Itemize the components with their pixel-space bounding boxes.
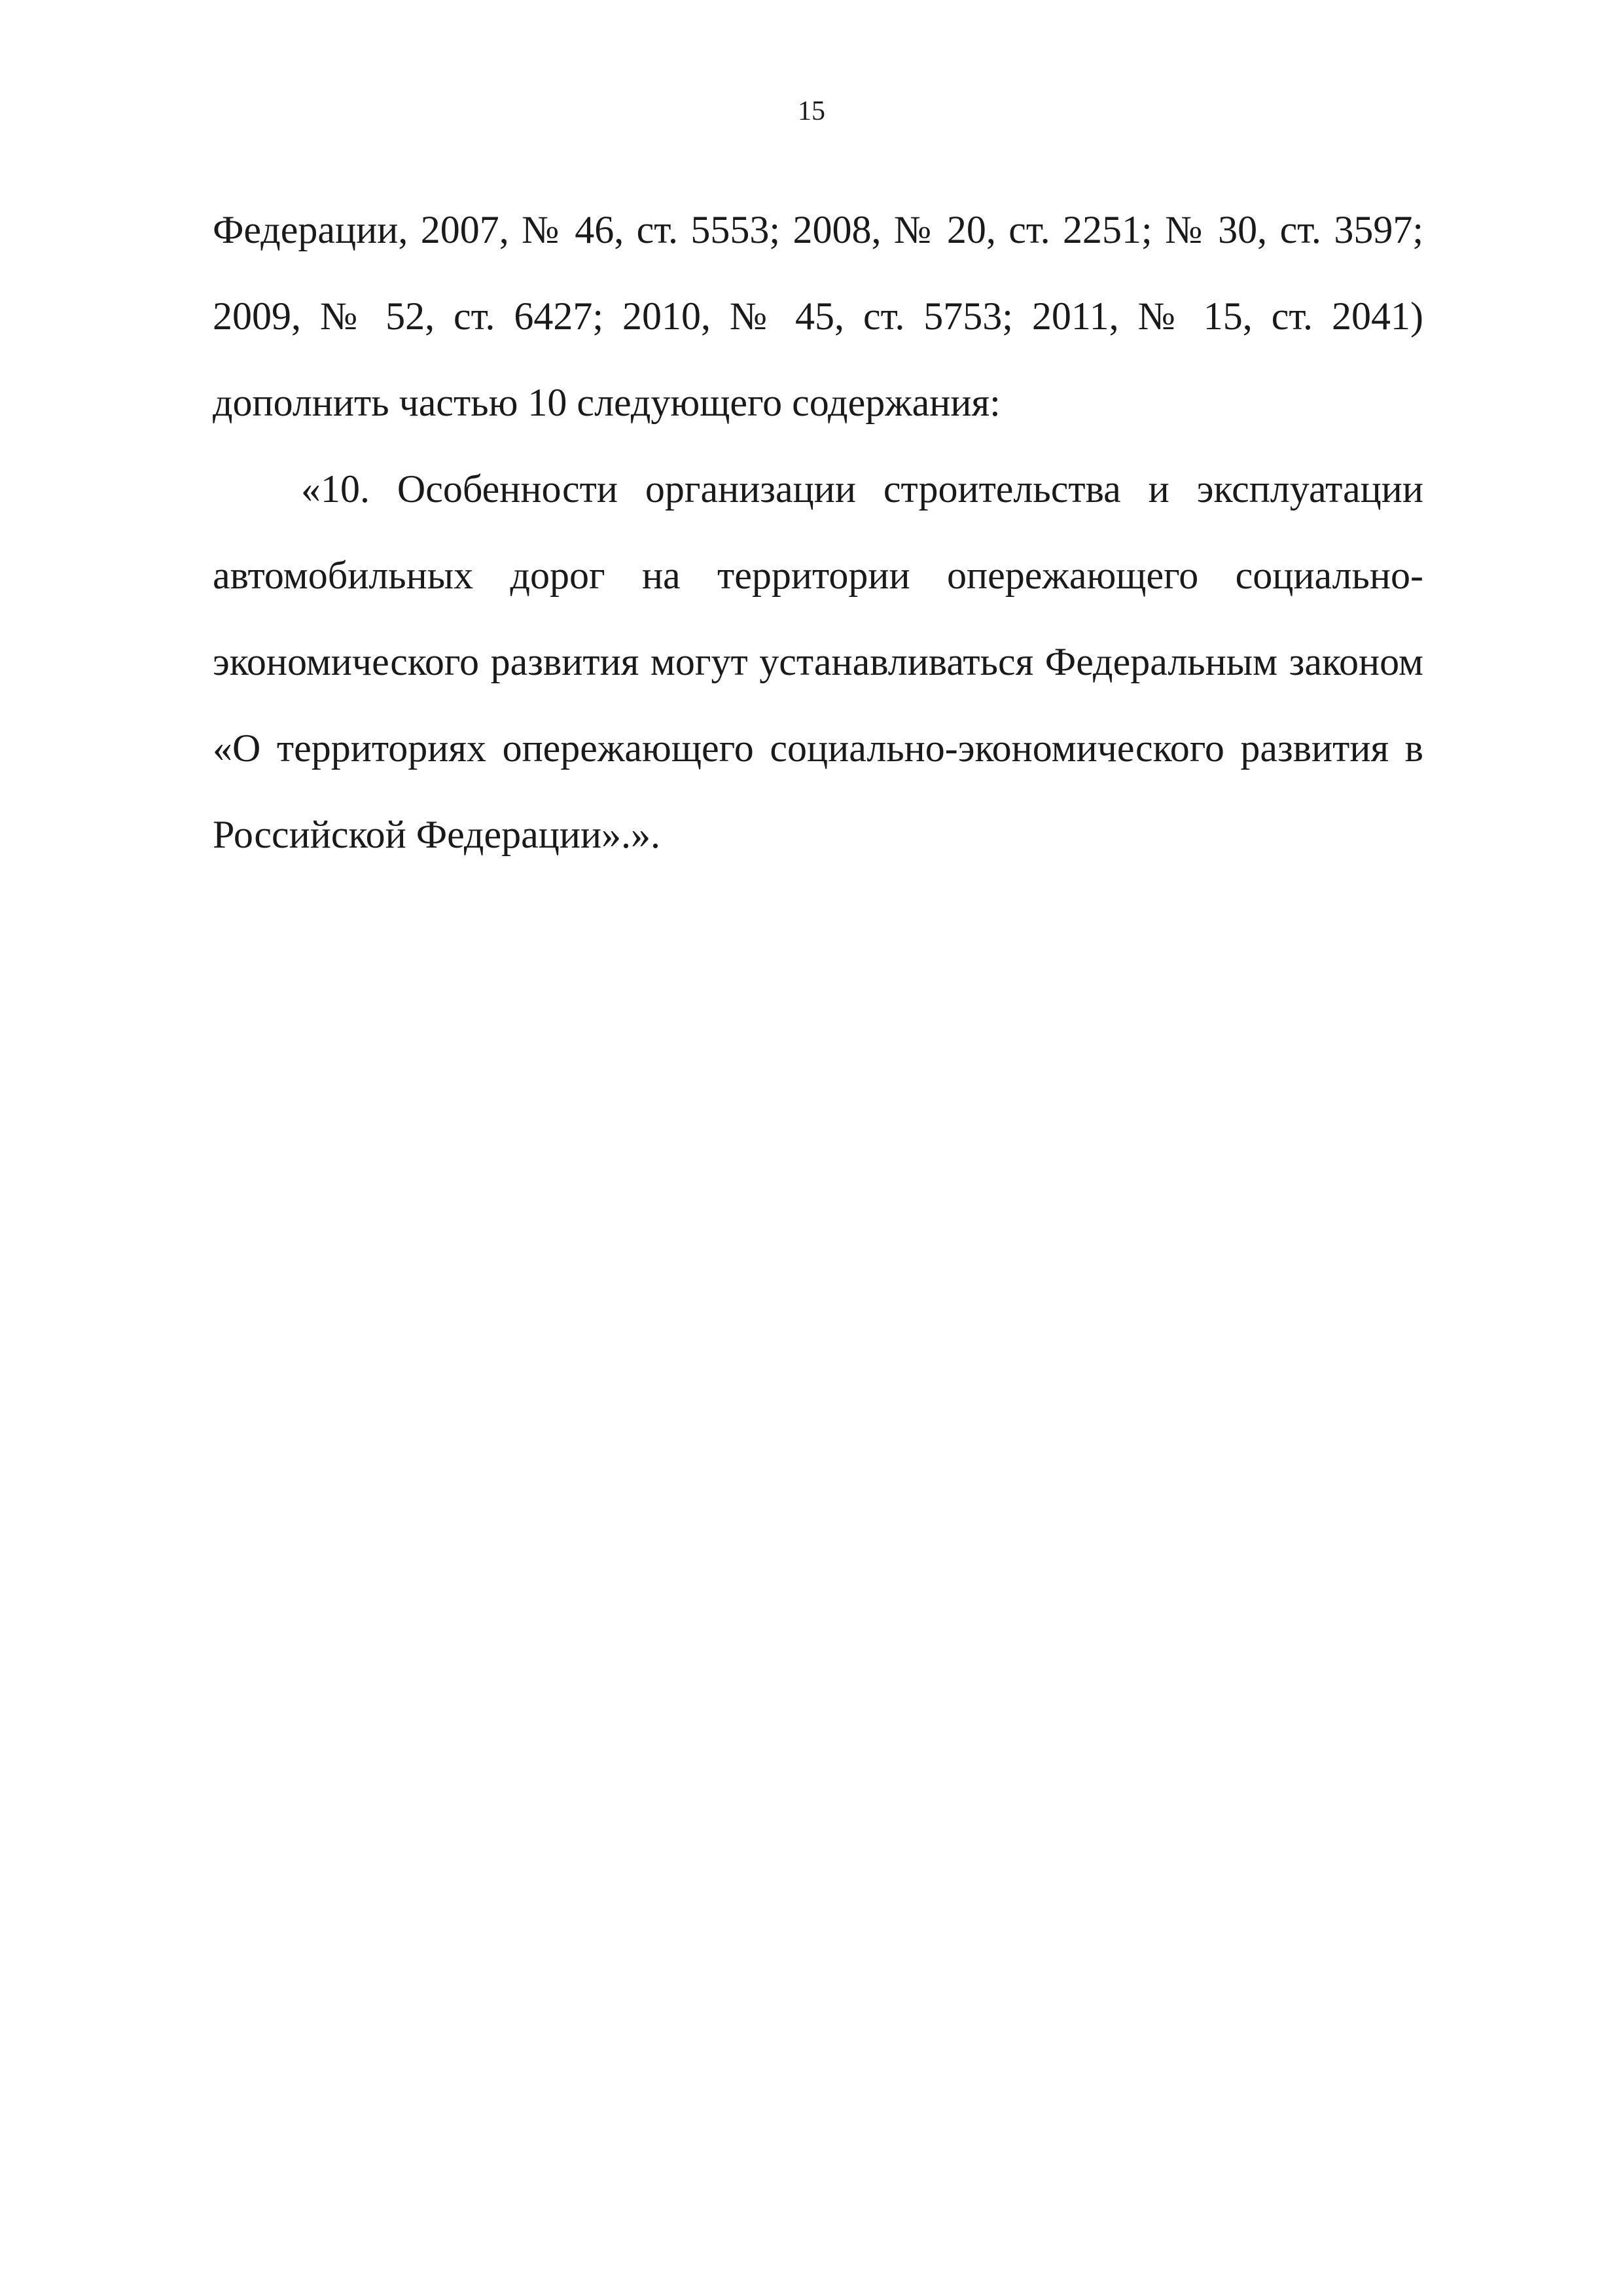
page-number: 15: [798, 96, 825, 126]
document-body: [213, 187, 1423, 878]
paragraph-part-10-text: «10. Особенности организации строительства и эксплуатации автомобильных дорог на территории опережающего социально-экономического развития могут устанавливаться Федеральным законом «О территориях опережающего социально-экономического развития в Российской Федерации».».: [213, 467, 1423, 856]
paragraph-amendment-sources: Федерации, 2007, № 46, ст. 5553; 2008, № 20, ст. 2251; № 30, ст. 3597; 2009, № 52, ст. 6427; 2010, № 45, ст. 5753; 2011, № 15, ст. 2041) дополнить частью 10 следующего содержания:: [213, 208, 1423, 424]
